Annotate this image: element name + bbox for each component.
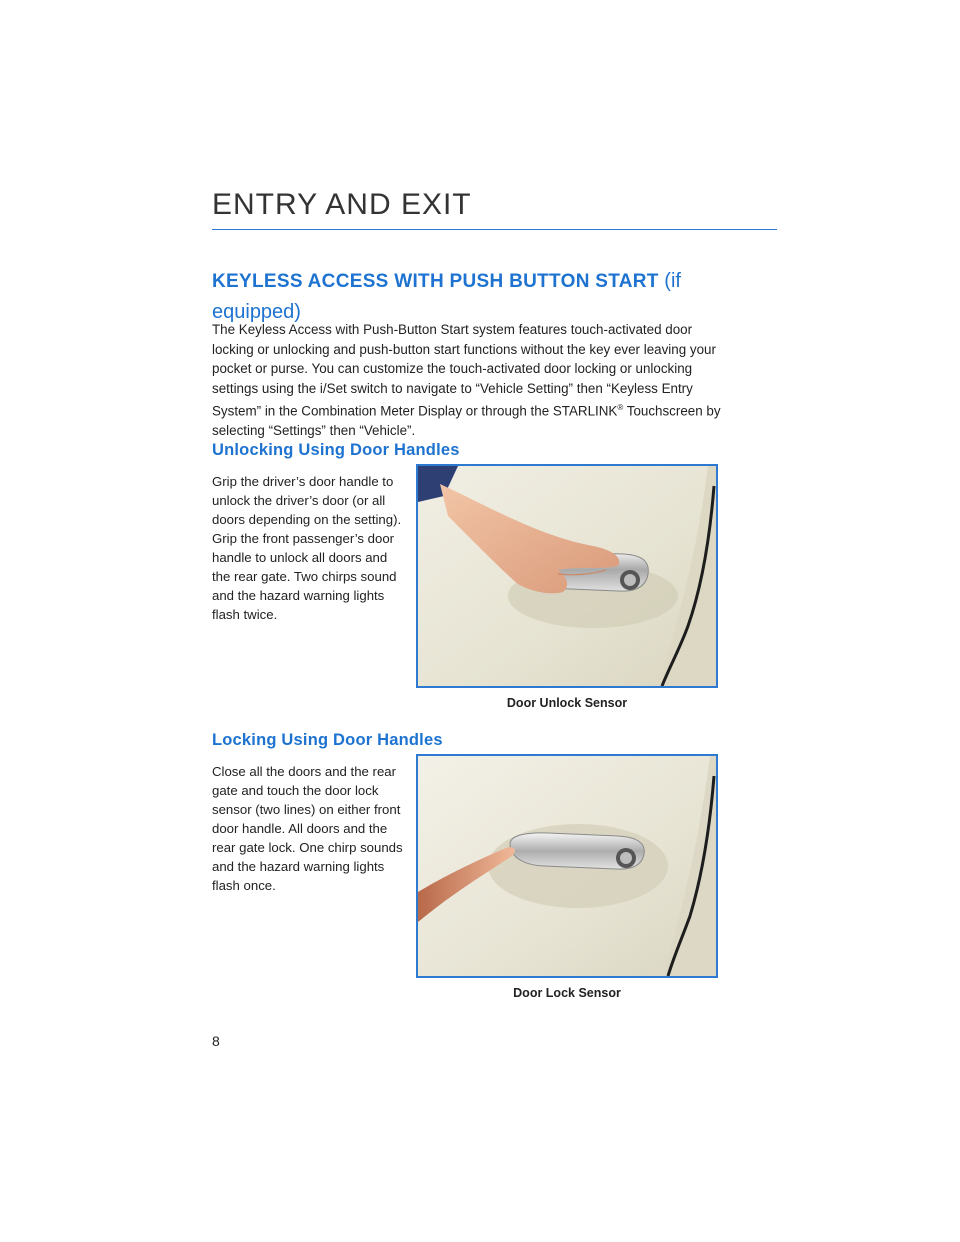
header-rule [212,229,777,230]
lock-caption: Door Lock Sensor [513,986,621,1000]
door-lock-photo [416,754,718,978]
registered-mark: ® [617,403,624,412]
title-suffix: (if [664,270,681,292]
locking-body: Close all the doors and the rear gate and touch the door lock sensor (two lines) on either front door handle. All doors and the rear gate lock. One chirp sounds and the hazard warning lights flash once. [212,764,403,893]
title-suffix-2: equipped) [212,301,301,323]
locking-heading: Locking Using Door Handles [212,731,443,749]
door-unlock-illustration [418,466,716,686]
title-bold: KEYLESS ACCESS WITH PUSH BUTTON START [212,271,659,292]
section-header: ENTRY AND EXIT [212,188,472,221]
door-lock-illustration [418,756,716,976]
unlocking-heading: Unlocking Using Door Handles [212,441,460,459]
intro-paragraph [212,320,722,440]
intro-text-1: The Keyless Access with Push-Button Start system features touch-activated door locking or unlocking and push-button start functions without the key ever leaving your pocket or purse. You can customize the touch-activated door locking or unlocking settings using the i/Set switch to navigate to “Vehicle Setting” then “Keyless Entry System” in the Combination Meter Display or through the STARLINK [212,322,716,419]
unlock-caption: Door Unlock Sensor [506,696,628,710]
door-unlock-photo [416,464,718,688]
unlocking-body: Grip the driver’s door handle to unlock the driver’s door (or all doors depending on the setting). Grip the front passenger’s door handle to unlock all doors and the rear gate. Two chirps sound and the hazard warning lights flash twice. [212,474,402,622]
intro-text-2: Touchscreen by selecting “Settings” then “Vehicle”. [212,403,721,438]
page-title [212,266,732,327]
page-number: 8 [212,1033,220,1049]
